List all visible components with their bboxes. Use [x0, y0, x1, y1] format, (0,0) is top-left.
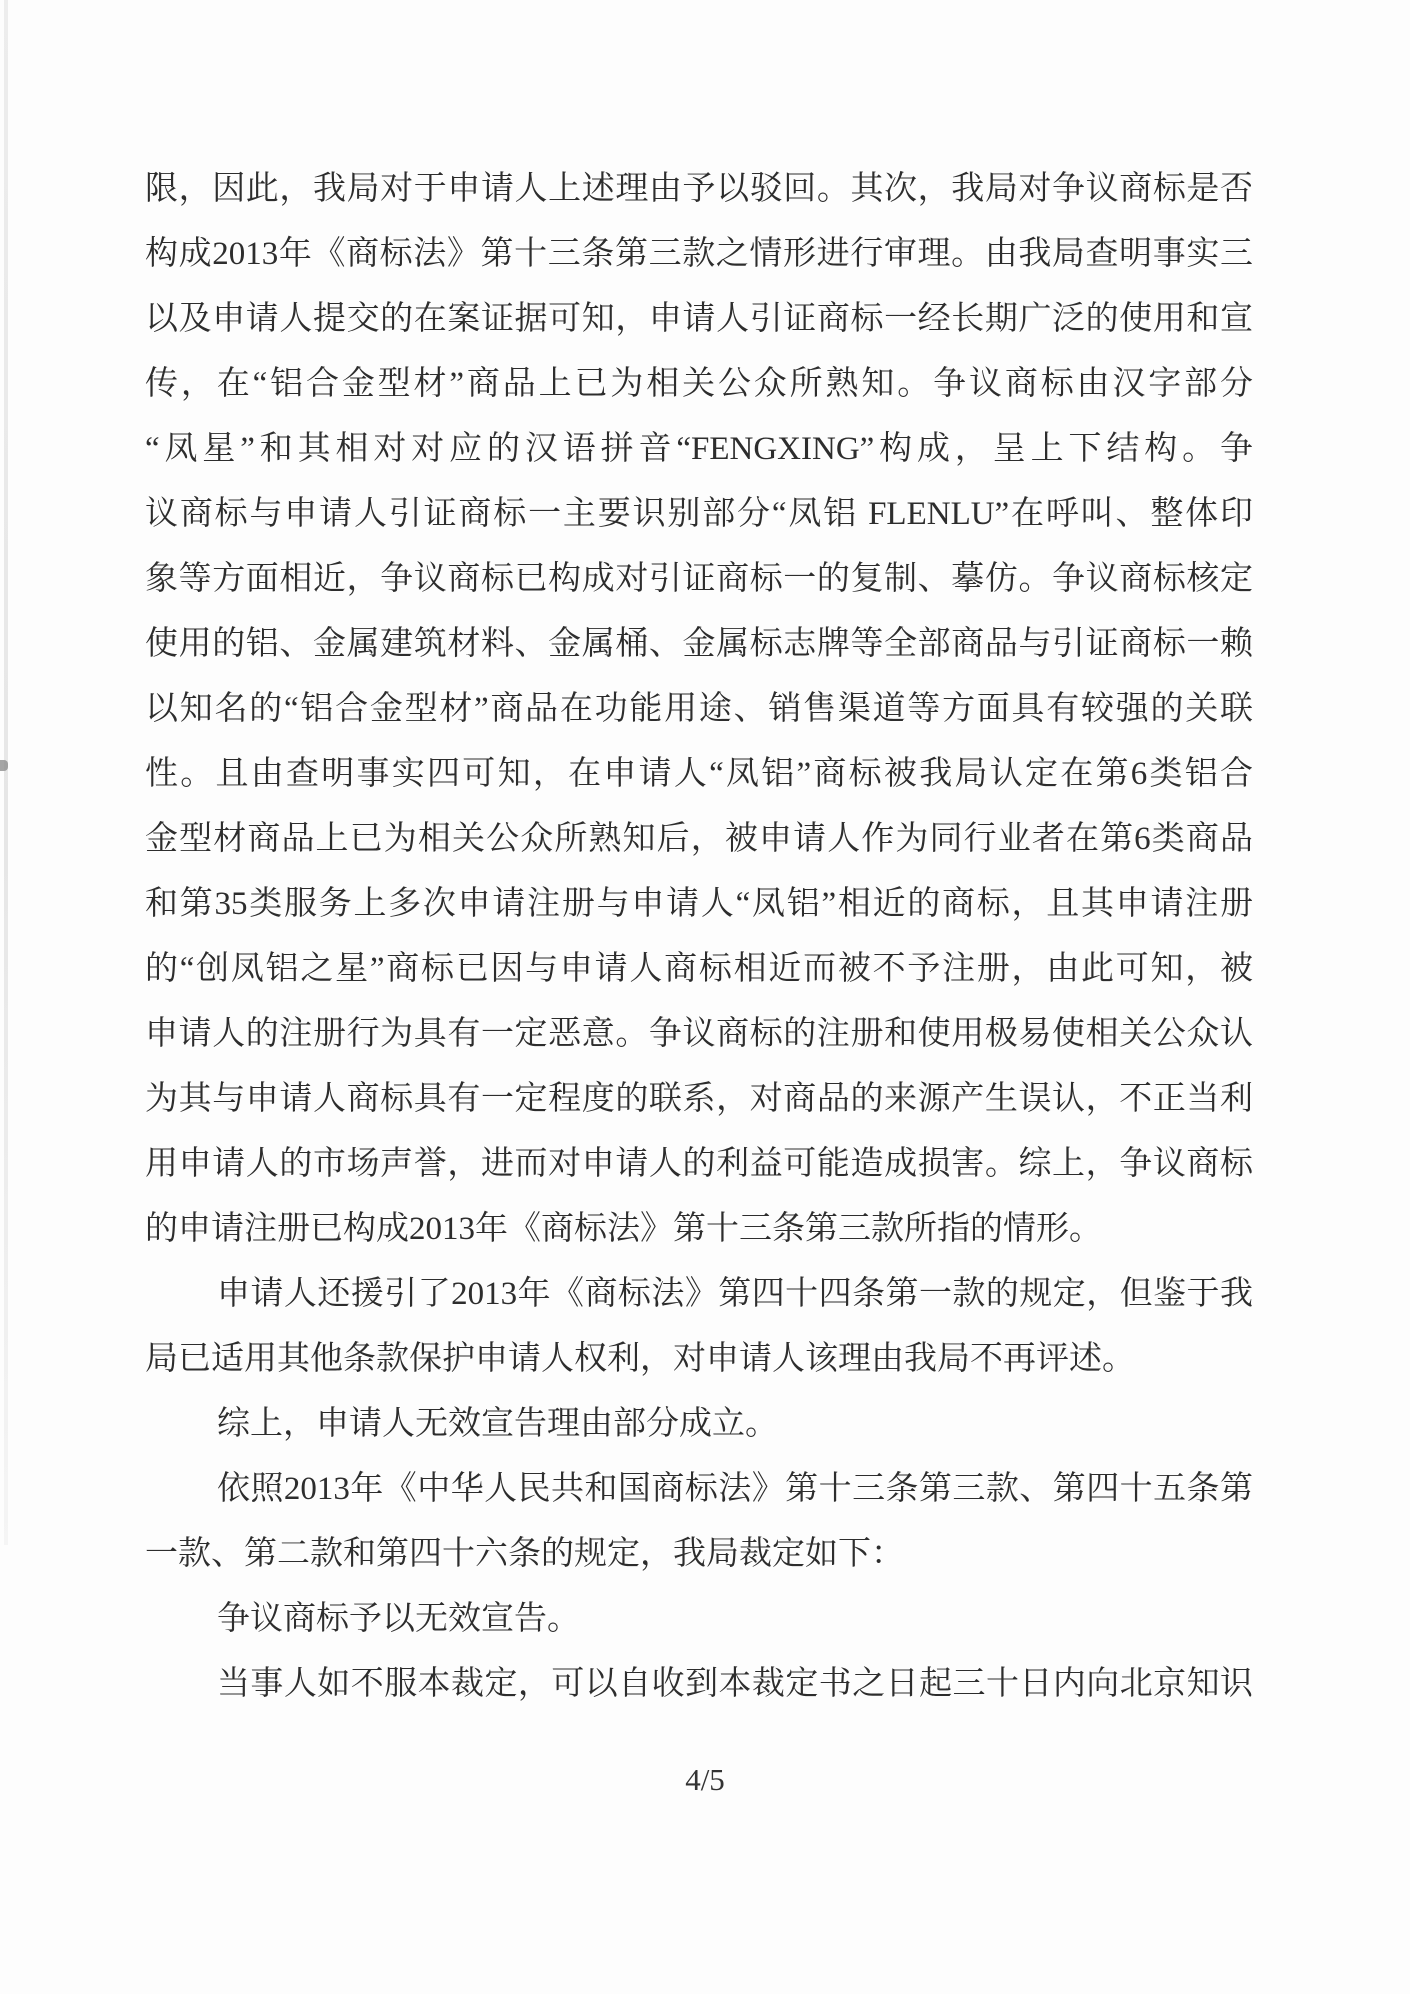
text-line: 金型材商品上已为相关公众所熟知后，被申请人作为同行业者在第6类商品: [145, 821, 1253, 857]
text-line: “凤星”和其相对对应的汉语拼音“FENGXING”构成，呈上下结构。争: [145, 431, 1253, 467]
text-line: 性。且由查明事实四可知，在申请人“凤铝”商标被我局认定在第6类铝合: [145, 756, 1253, 792]
scan-artifact-speck: [0, 760, 8, 771]
text-line: 以知名的“铝合金型材”商品在功能用途、销售渠道等方面具有较强的关联: [145, 691, 1253, 727]
text-line: 依照2013年《中华人民共和国商标法》第十三条第三款、第四十五条第: [217, 1471, 1253, 1507]
scan-artifact-streak: [4, 0, 8, 1545]
text-line: 和第35类服务上多次申请注册与申请人“凤铝”相近的商标，且其申请注册: [145, 886, 1253, 922]
text-line: 综上，申请人无效宣告理由部分成立。: [217, 1406, 778, 1442]
text-line: 申请人的注册行为具有一定恶意。争议商标的注册和使用极易使相关公众认: [145, 1016, 1253, 1052]
text-line: 为其与申请人商标具有一定程度的联系，对商品的来源产生误认，不正当利: [145, 1081, 1253, 1117]
text-line: 传，在“铝合金型材”商品上已为相关公众所熟知。争议商标由汉字部分: [145, 366, 1253, 402]
text-line: 申请人还援引了2013年《商标法》第四十四条第一款的规定，但鉴于我: [217, 1276, 1253, 1312]
text-line: 议商标与申请人引证商标一主要识别部分“凤铝 FLENLU”在呼叫、整体印: [145, 496, 1253, 532]
text-line: 构成2013年《商标法》第十三条第三款之情形进行审理。由我局查明事实三: [145, 236, 1253, 272]
text-line: 的“创凤铝之星”商标已因与申请人商标相近而被不予注册，由此可知，被: [145, 951, 1253, 987]
text-line: 局已适用其他条款保护申请人权利，对申请人该理由我局不再评述。: [145, 1341, 1135, 1377]
text-line: 用申请人的市场声誉，进而对申请人的利益可能造成损害。综上，争议商标: [145, 1146, 1253, 1182]
text-line: 象等方面相近，争议商标已构成对引证商标一的复制、摹仿。争议商标核定: [145, 561, 1253, 597]
ruling-text-block: [145, 157, 1253, 1717]
text-line: 一款、第二款和第四十六条的规定，我局裁定如下：: [145, 1536, 904, 1572]
text-line: 争议商标予以无效宣告。: [217, 1601, 580, 1637]
text-line: 以及申请人提交的在案证据可知，申请人引证商标一经长期广泛的使用和宣: [145, 301, 1253, 337]
page-number: 4/5: [685, 1762, 725, 1797]
text-line: 使用的铝、金属建筑材料、金属桶、金属标志牌等全部商品与引证商标一赖: [145, 626, 1253, 662]
text-line: 的申请注册已构成2013年《商标法》第十三条第三款所指的情形。: [145, 1211, 1102, 1247]
text-line: 限，因此，我局对于申请人上述理由予以驳回。其次，我局对争议商标是否: [145, 171, 1253, 207]
text-line: 当事人如不服本裁定，可以自收到本裁定书之日起三十日内向北京知识: [217, 1666, 1253, 1702]
